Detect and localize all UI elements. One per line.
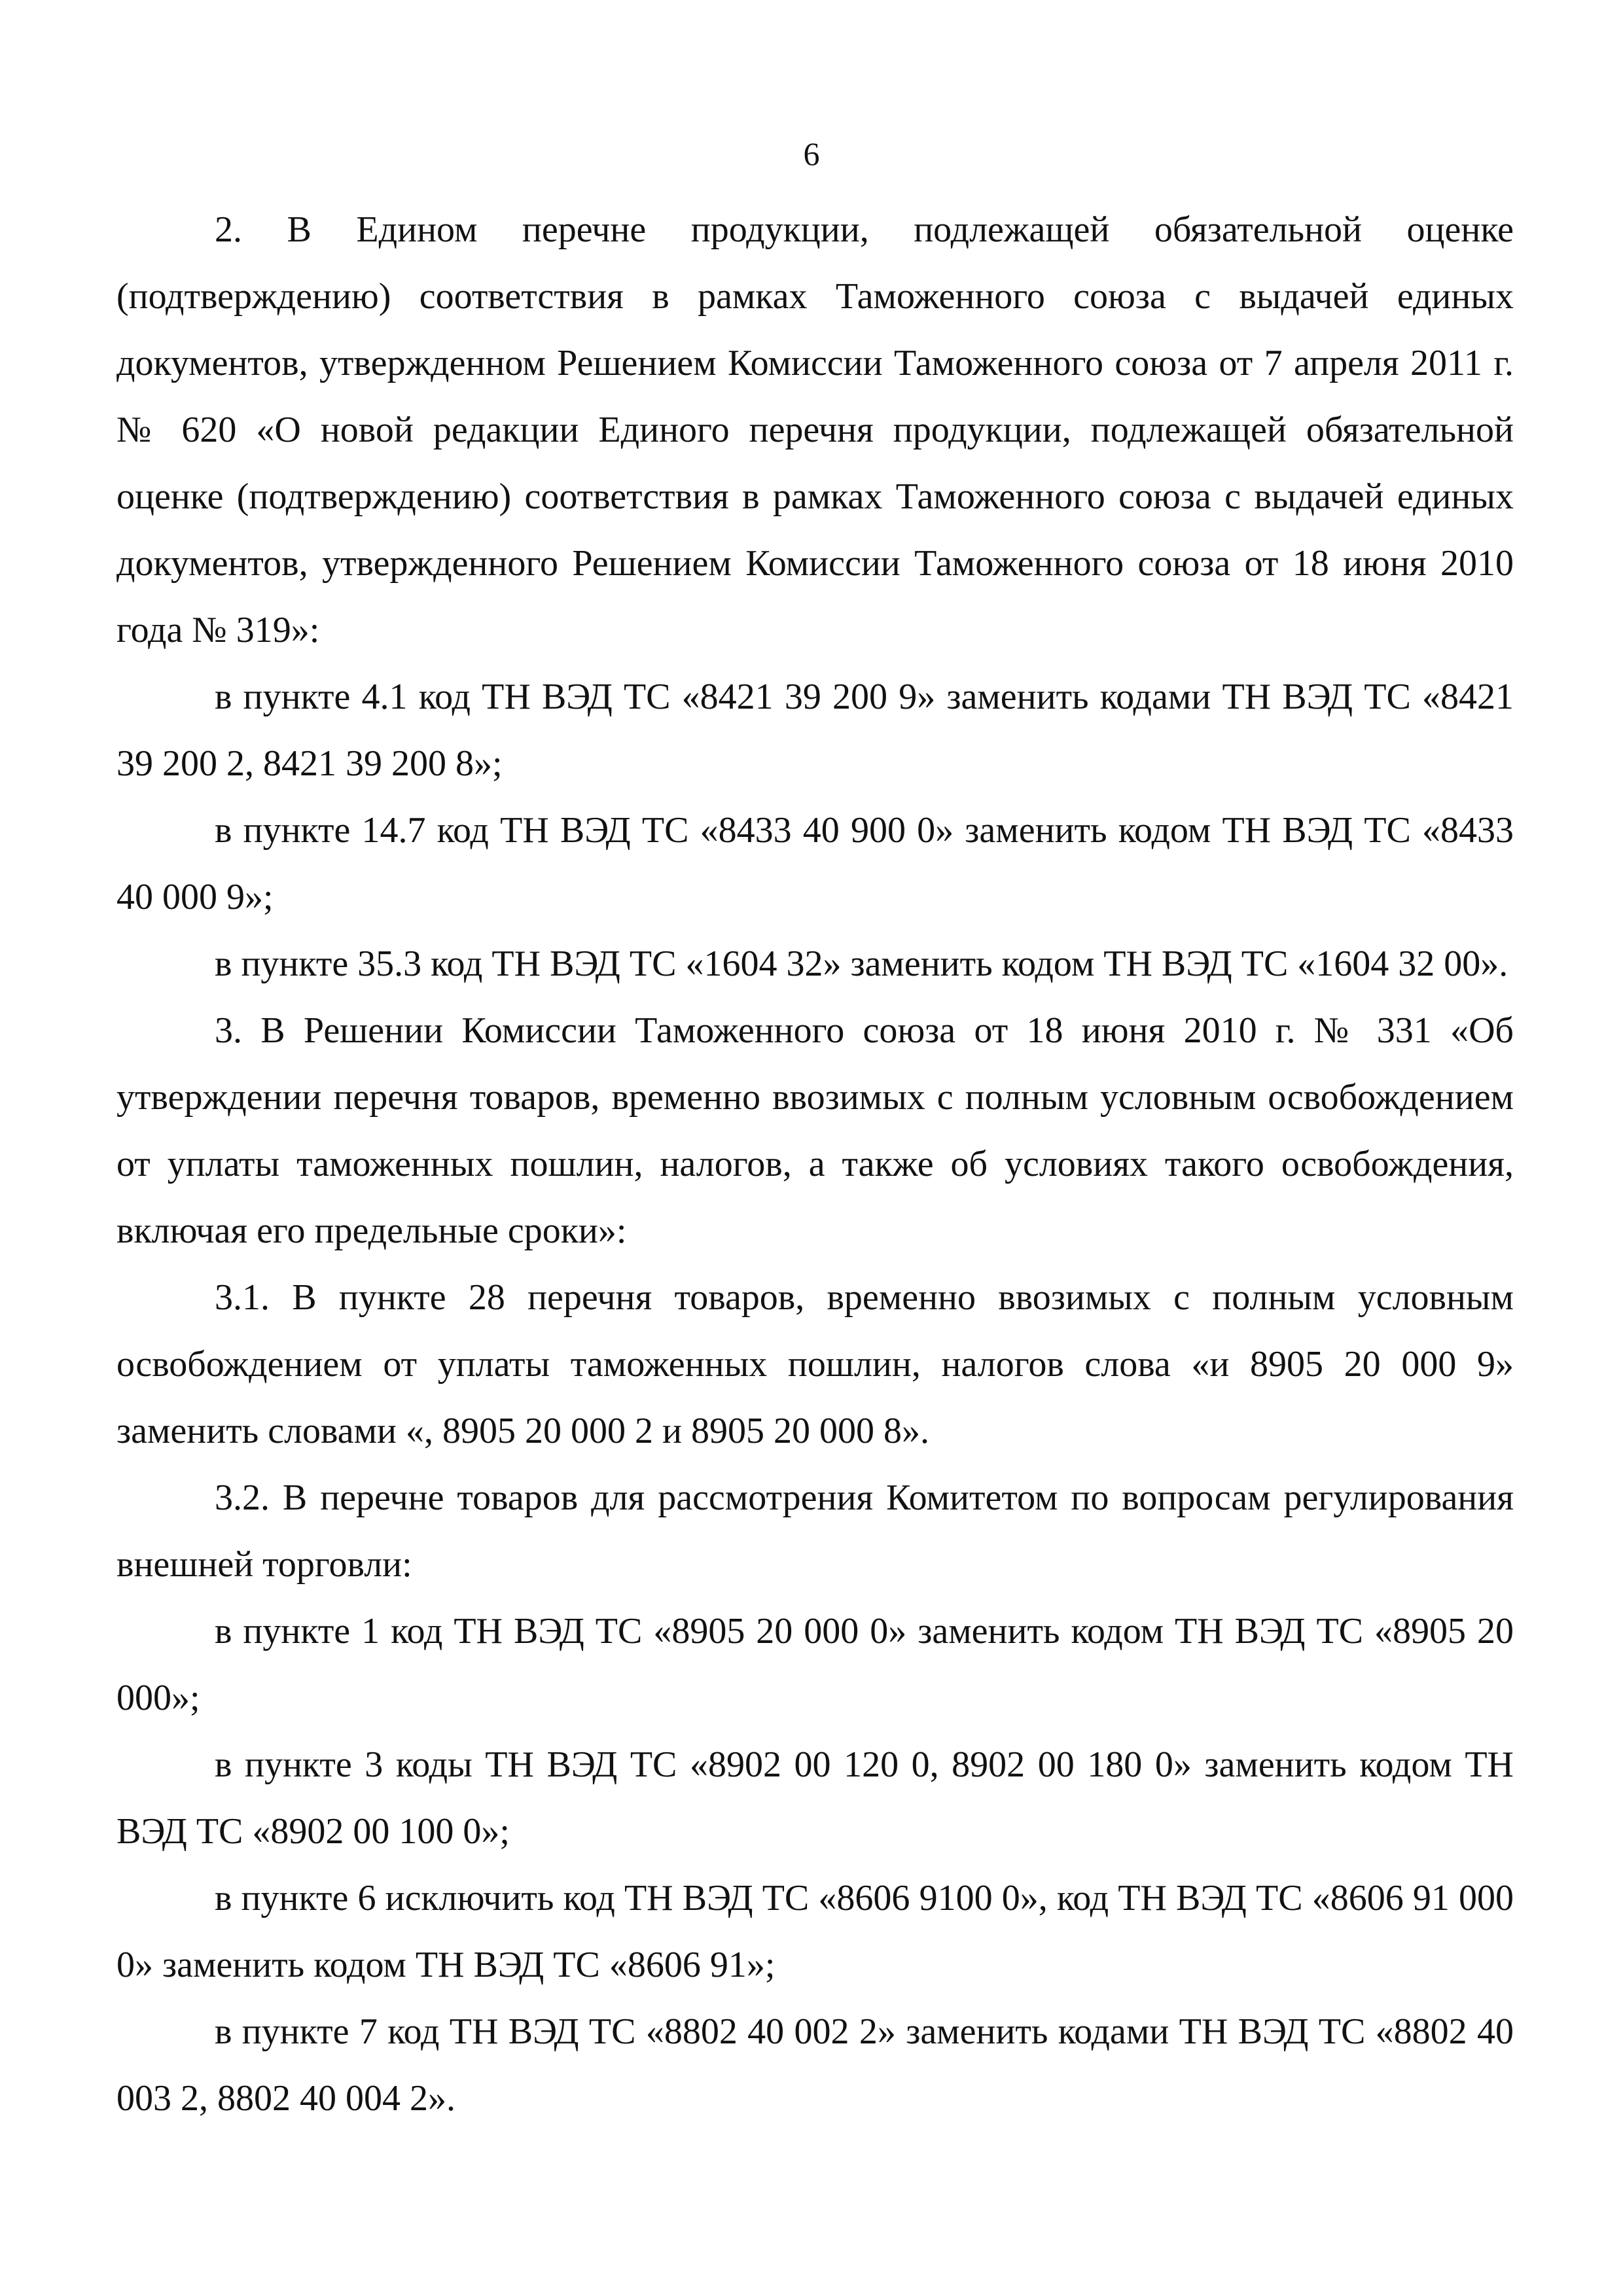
paragraph-subitem-3: в пункте 3 коды ТН ВЭД ТС «8902 00 120 0, 8902 00 180 0» заменить кодом ТН ВЭД ТС «8902 00 100 0»;: [116, 1744, 1514, 1852]
paragraph-item-3: 3. В Решении Комиссии Таможенного союза от 18 июня 2010 г. № 331 «Об утверждении перечня товаров, временно ввозимых с полным условным освобождением от уплаты таможенных пошлин, налогов, а также об условиях такого освобождения, включая его предельные сроки»:: [116, 1010, 1514, 1251]
paragraph-item-2: 2. В Едином перечне продукции, подлежащей обязательной оценке (подтверждению) соответствия в рамках Таможенного союза с выдачей единых документов, утвержденном Решением Комиссии Таможенного союза от 7 апреля 2011 г. № 620 «О новой редакции Единого перечня продукции, подлежащей обязательной оценке (подтверждению) соответствия в рамках Таможенного союза с выдачей единых документов, утвержденного Решением Комиссии Таможенного союза от 18 июня 2010 года № 319»:: [116, 209, 1514, 650]
paragraph-item-4-1: в пункте 4.1 код ТН ВЭД ТС «8421 39 200 9» заменить кодами ТН ВЭД ТС «8421 39 200 2, 8421 39 200 8»;: [116, 677, 1514, 784]
paragraph-subitem-1: в пункте 1 код ТН ВЭД ТС «8905 20 000 0» заменить кодом ТН ВЭД ТС «8905 20 000»;: [116, 1611, 1514, 1718]
page-number: 6: [803, 135, 820, 172]
paragraph-item-3-2: 3.2. В перечне товаров для рассмотрения Комитетом по вопросам регулирования внешней торговли:: [116, 1477, 1514, 1585]
document-body: [116, 196, 1514, 2132]
paragraph-item-35-3: в пункте 35.3 код ТН ВЭД ТС «1604 32» заменить кодом ТН ВЭД ТС «1604 32 00».: [215, 944, 1508, 984]
paragraph-item-3-1: 3.1. В пункте 28 перечня товаров, временно ввозимых с полным условным освобождением от уплаты таможенных пошлин, налогов слова «и 8905 20 000 9» заменить словами «, 8905 20 000 2 и 8905 20 000 8».: [116, 1277, 1514, 1451]
paragraph-item-14-7: в пункте 14.7 код ТН ВЭД ТС «8433 40 900 0» заменить кодом ТН ВЭД ТС «8433 40 000 9»;: [116, 810, 1514, 917]
paragraph-subitem-6: в пункте 6 исключить код ТН ВЭД ТС «8606 9100 0», код ТН ВЭД ТС «8606 91 000 0» заменить кодом ТН ВЭД ТС «8606 91»;: [116, 1878, 1514, 1985]
paragraph-subitem-7: в пункте 7 код ТН ВЭД ТС «8802 40 002 2» заменить кодами ТН ВЭД ТС «8802 40 003 2, 8802 40 004 2».: [116, 2011, 1514, 2119]
